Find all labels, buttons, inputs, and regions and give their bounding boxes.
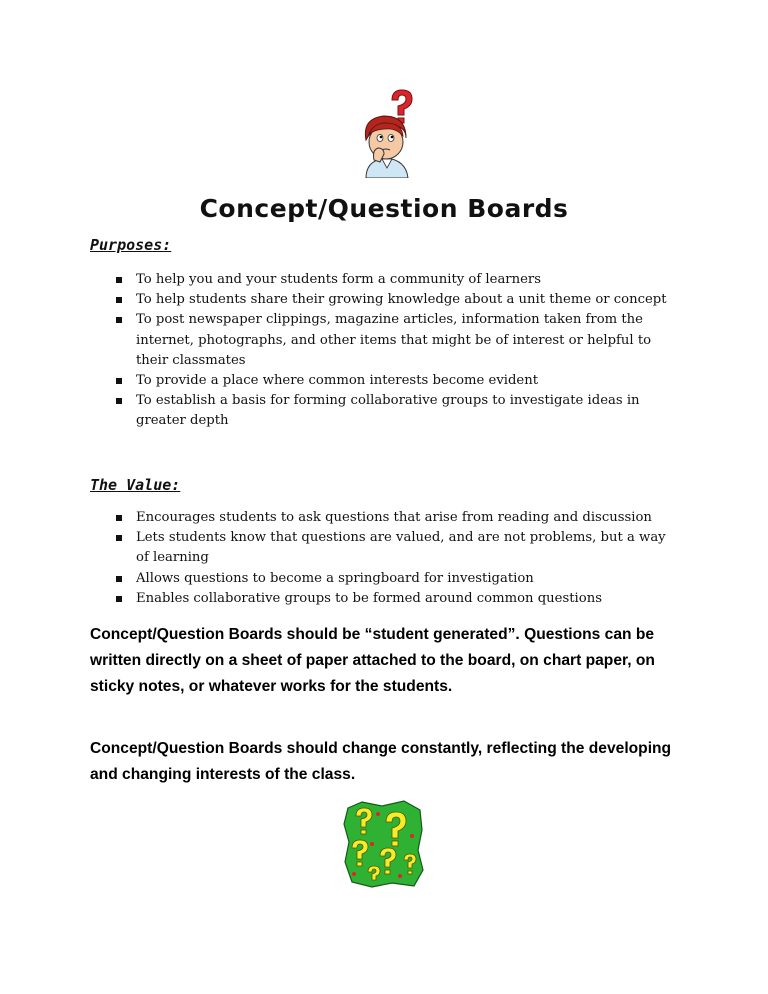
list-item: To establish a basis for forming collaborative groups to investigate ideas in greater depth <box>114 391 674 431</box>
square-bullet-icon <box>116 317 122 323</box>
list-item: Allows questions to become a springboard for investigation <box>114 569 674 589</box>
list-item: To help students share their growing knowledge about a unit theme or concept <box>114 290 674 310</box>
square-bullet-icon <box>116 596 122 602</box>
square-bullet-icon <box>116 398 122 404</box>
page-title: Concept/Question Boards <box>199 194 569 223</box>
list-item: To help you and your students form a community of learners <box>114 270 674 290</box>
square-bullet-icon <box>116 535 122 541</box>
student-generated-paragraph: Concept/Question Boards should be “student generated”. Questions can be written directly on a sheet of paper attached to the board, on chart paper, on sticky notes, or whatever works for the students. <box>90 626 655 695</box>
square-bullet-icon <box>116 378 122 384</box>
square-bullet-icon <box>116 576 122 582</box>
purposes-list <box>114 270 674 432</box>
square-bullet-icon <box>116 297 122 303</box>
change-constantly-paragraph: Concept/Question Boards should change constantly, reflecting the developing and changing interests of the class. <box>90 740 672 783</box>
list-item: Lets students know that questions are valued, and are not problems, but a way of learning <box>114 528 674 568</box>
square-bullet-icon <box>116 515 122 521</box>
value-list <box>114 508 674 609</box>
thinking-person-icon <box>352 88 422 178</box>
list-item: Encourages students to ask questions that arise from reading and discussion <box>114 508 674 528</box>
list-item: Enables collaborative groups to be formed around common questions <box>114 589 674 609</box>
value-heading: The Value: <box>90 476 181 494</box>
list-item: To post newspaper clippings, magazine articles, information taken from the internet, photographs, and other items that might be of interest or helpful to their classmates <box>114 310 674 371</box>
purposes-heading: Purposes: <box>90 236 172 254</box>
question-marks-board-icon <box>342 800 424 888</box>
square-bullet-icon <box>116 277 122 283</box>
list-item: To provide a place where common interests become evident <box>114 371 674 391</box>
